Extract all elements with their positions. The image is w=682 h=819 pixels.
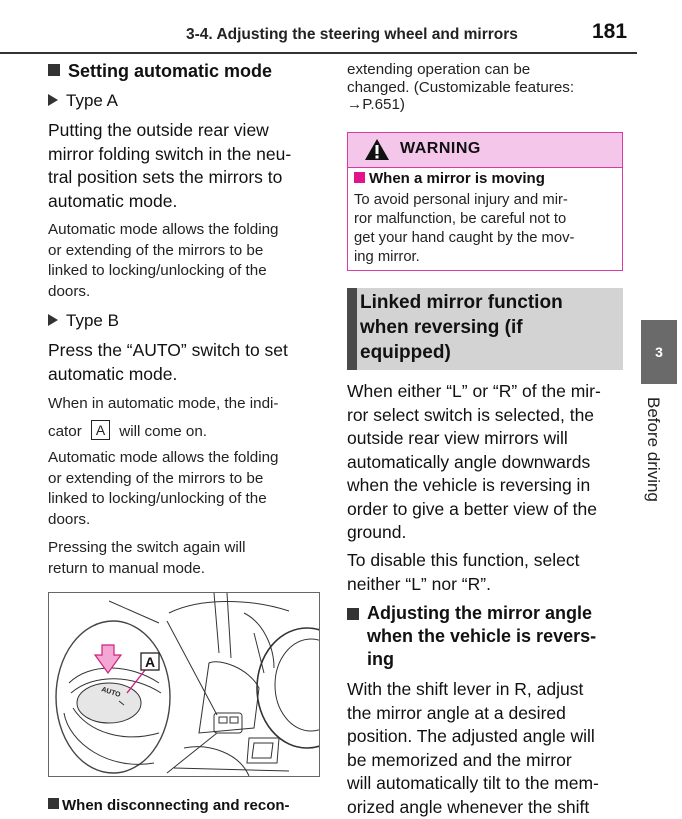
chapter-tab	[641, 320, 677, 384]
indicator-text-line-1: When in automatic mode, the indi-	[48, 394, 323, 415]
text-line: outside rear view mirrors will	[347, 427, 632, 451]
text-line: the mirror angle at a desired	[347, 702, 632, 726]
chapter-label-text: Before driving	[643, 397, 663, 502]
header-divider	[0, 52, 637, 54]
indicator-text-part: cator	[48, 423, 82, 440]
text-line: position. The adjusted angle will	[347, 725, 632, 749]
text-line: be memorized and the mirror	[347, 749, 632, 773]
text-line: when reversing (if	[360, 315, 563, 340]
return-manual-note	[48, 538, 323, 579]
auto-button-text: AUTO	[100, 686, 121, 699]
text-line: equipped)	[360, 340, 563, 365]
warning-label: WARNING	[400, 140, 481, 158]
text-line: Press the “AUTO” switch to set	[48, 339, 323, 363]
text-line: when the vehicle is revers-	[367, 625, 632, 648]
setting-automatic-mode-heading	[48, 61, 272, 82]
text-line: automatic mode.	[48, 363, 323, 387]
text-line: ground.	[347, 521, 632, 545]
page-number: 181	[592, 20, 627, 44]
linked-mirror-section-title	[347, 288, 623, 370]
type-a-note	[48, 220, 323, 302]
text-line: When either “L” or “R” of the mir-	[347, 380, 632, 404]
text-line: ing	[367, 648, 632, 671]
type-a-label: Type A	[66, 91, 118, 110]
indicator-text-line-2	[48, 420, 323, 443]
text-line: when the vehicle is reversing in	[347, 474, 632, 498]
square-bullet-icon	[347, 608, 359, 620]
header-section-title: 3-4. Adjusting the steering wheel and mirrors	[186, 26, 518, 44]
type-b-note	[48, 448, 323, 530]
chapter-number: 3	[641, 344, 677, 360]
disconnecting-heading	[48, 797, 290, 814]
type-b-heading	[48, 311, 119, 331]
text-line: will automatically tilt to the mem-	[347, 772, 632, 796]
text-line: extending operation can be	[347, 61, 623, 79]
indicator-text-part: will come on.	[119, 423, 207, 440]
text-line: tral position sets the mirrors to	[48, 166, 323, 190]
text-line: order to give a better view of the	[347, 498, 632, 522]
text-line: With the shift lever in R, adjust	[347, 678, 632, 702]
indicator-a-symbol: A	[91, 420, 110, 440]
text-line: Putting the outside rear view	[48, 119, 323, 143]
type-a-heading	[48, 91, 118, 111]
type-b-instruction	[48, 339, 323, 386]
text-line: ror malfunction, be careful not to	[354, 210, 620, 229]
text-line: To disable this function, select	[347, 549, 632, 573]
text-line: linked to locking/unlocking of the	[48, 261, 323, 282]
warning-body	[354, 191, 620, 267]
text-line: or extending of the mirrors to be	[48, 241, 323, 262]
warning-header	[348, 133, 622, 168]
warning-subheading	[354, 170, 545, 187]
text-line: return to manual mode.	[48, 559, 323, 580]
chapter-tab-label	[643, 397, 665, 517]
square-bullet-icon	[48, 798, 59, 809]
dashboard-line-drawing	[49, 593, 319, 776]
text-line: ror select switch is selected, the	[347, 404, 632, 428]
auto-switch-illustration	[48, 592, 320, 777]
disable-function-text	[347, 549, 632, 596]
text-line: doors.	[48, 282, 323, 303]
text-line: ing mirror.	[354, 248, 620, 267]
section-title-text	[360, 290, 563, 365]
text-line: →P.651)	[347, 96, 623, 114]
text-line: changed. (Customizable features:	[347, 79, 623, 97]
text-line: linked to locking/unlocking of the	[48, 489, 323, 510]
text-line: Adjusting the mirror angle	[367, 602, 632, 625]
warning-triangle-icon	[364, 138, 390, 161]
text-line: or extending of the mirrors to be	[48, 469, 323, 490]
triangle-bullet-icon	[48, 94, 58, 106]
adjust-angle-text	[347, 678, 632, 819]
text-line: neither “L” nor “R”.	[347, 573, 632, 597]
triangle-bullet-icon	[48, 314, 58, 326]
callout-a-label: A	[145, 654, 155, 670]
text-line: get your hand caught by the mov-	[354, 229, 620, 248]
text-line: Automatic mode allows the folding	[48, 220, 323, 241]
continued-text	[347, 61, 623, 114]
warning-box	[347, 132, 623, 271]
text-line: Automatic mode allows the folding	[48, 448, 323, 469]
text-line: automatically angle downwards	[347, 451, 632, 475]
warning-subheading-text: When a mirror is moving	[369, 170, 545, 187]
linked-mirror-intro	[347, 380, 632, 545]
square-bullet-icon	[48, 64, 60, 76]
text-line: Pressing the switch again will	[48, 538, 323, 559]
text-line: doors.	[48, 510, 323, 531]
text-line: mirror folding switch in the neu-	[48, 143, 323, 167]
section-accent-bar	[347, 288, 357, 370]
text-line: To avoid personal injury and mir-	[354, 191, 620, 210]
text-line: Linked mirror function	[360, 290, 563, 315]
text-line: orized angle whenever the shift	[347, 796, 632, 819]
text-line: automatic mode.	[48, 190, 323, 214]
type-a-instruction	[48, 119, 323, 213]
heading-text: Setting automatic mode	[68, 61, 272, 81]
adjusting-mirror-angle-heading	[347, 602, 632, 671]
type-b-label: Type B	[66, 311, 119, 330]
heading-text: When disconnecting and recon-	[62, 797, 290, 814]
magenta-square-icon	[354, 172, 365, 183]
